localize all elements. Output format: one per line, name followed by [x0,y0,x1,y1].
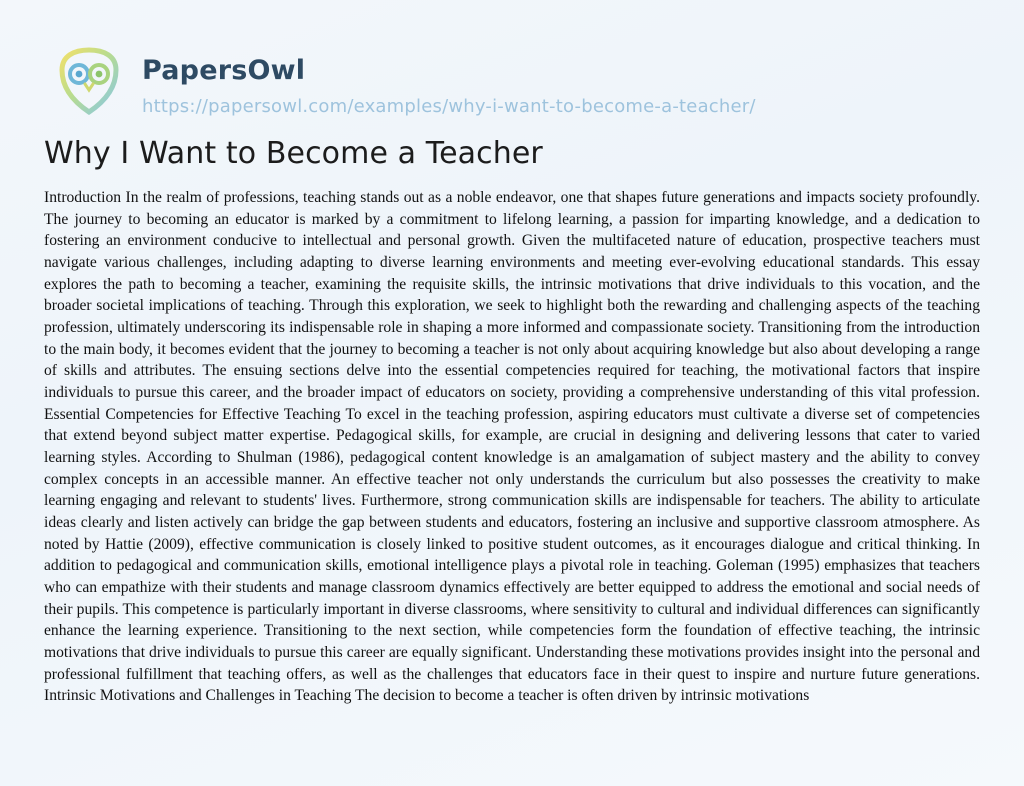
source-url[interactable]: https://papersowl.com/examples/why-i-want-to-become-a-teacher/ [142,95,756,117]
document-body-text: Introduction In the realm of professions, teaching stands out as a noble endeavor, one that shapes future generations and impacts society profoundly. The journey to becoming an educator is marked by a commitment to lifelong learning, a passion for imparting knowledge, and a dedication to fostering an environment conducive to intellectual and personal growth. Given the multifaceted nature of education, prospective teachers must navigate various challenges, including adapting to diverse learning environments and meeting ever-evolving educational standards. This essay explores the path to becoming a teacher, examining the requisite skills, the intrinsic motivations that drive individuals to this vocation, and the broader societal implications of teaching. Through this exploration, we seek to highlight both the rewarding and challenging aspects of the teaching profession, ultimately underscoring its indispensable role in shaping a more informed and compassionate society. Transitioning from the introduction to the main body, it becomes evident that the journey to becoming a teacher is not only about acquiring knowledge but also about developing a range of skills and attributes. The ensuing sections delve into the essential competencies required for teaching, the motivational factors that inspire individuals to pursue this career, and the broader impact of educators on society, providing a comprehensive understanding of this vital profession. Essential Competencies for Effective Teaching To excel in the teaching profession, aspiring educators must cultivate a diverse set of competencies that extend beyond subject matter expertise. Pedagogical skills, for example, are crucial in designing and delivering lessons that cater to varied learning styles. According to Shulman (1986), pedagogical content knowledge is an amalgamation of subject mastery and the ability to convey complex concepts in an accessible manner. An effective teacher not only understands the curriculum but also possesses the creativity to make learning engaging and relevant to students' lives. Furthermore, strong communication skills are indispensable for teachers. The ability to articulate ideas clearly and listen actively can bridge the gap between students and educators, fostering an inclusive and supportive classroom atmosphere. As noted by Hattie (2009), effective communication is closely linked to positive student outcomes, as it encourages dialogue and critical thinking. In addition to pedagogical and communication skills, emotional intelligence plays a pivotal role in teaching. Goleman (1995) emphasizes that teachers who can empathize with their students and manage classroom dynamics effectively are better equipped to address the emotional and social needs of their pupils. This competence is particularly important in diverse classrooms, where sensitivity to cultural and individual differences can significantly enhance the learning experience. Transitioning to the next section, while competencies form the foundation of effective teaching, the intrinsic motivations that drive individuals to pursue this career are equally significant. Understanding these motivations provides insight into the personal and professional fulfillment that teaching offers, as well as the challenges that educators face in their quest to inspire and nurture future generations. Intrinsic Motivations and Challenges in Teaching The decision to become a teacher is often driven by intrinsic motivations [44,189,980,705]
brand-block [126,40,756,117]
owl-icon [52,44,126,118]
page-title: Why I Want to Become a Teacher [44,136,543,171]
brand-name: PapersOwl [142,55,306,86]
site-header [40,40,984,118]
